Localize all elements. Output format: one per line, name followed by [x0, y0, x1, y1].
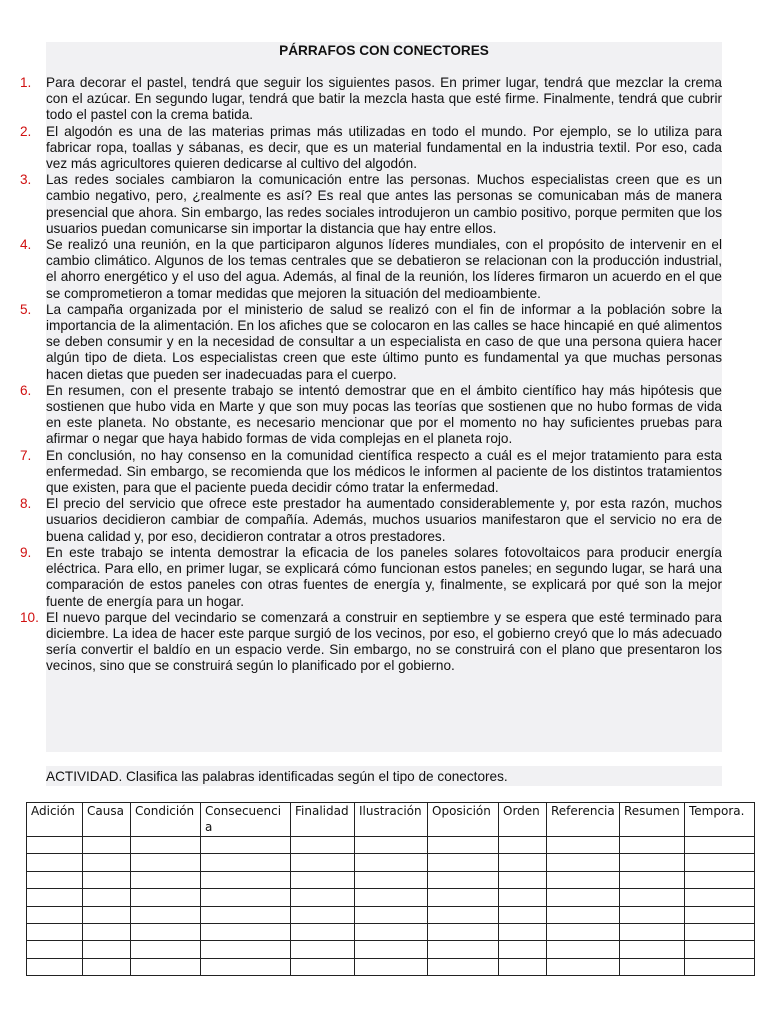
paragraph-item [20, 237, 722, 302]
table-header-cell: Oposición [428, 803, 499, 837]
table-cell[interactable] [428, 941, 499, 958]
table-cell[interactable] [291, 837, 355, 854]
paragraph-item [20, 448, 722, 497]
table-cell[interactable] [620, 871, 685, 888]
table-cell[interactable] [499, 889, 547, 906]
table-header-cell: Resumen [620, 803, 685, 837]
table-cell[interactable] [499, 906, 547, 923]
table-cell[interactable] [355, 889, 428, 906]
paragraph-text: En conclusión, no hay consenso en la comunidad científica respecto a cuál es el mejor tratamiento para esta enfermedad. Sin embargo, se recomienda que los médicos le informen al paciente de los distintos tratamientos que existen, para que el paciente pueda decidir cómo tratar la enfermedad. [46, 447, 722, 496]
document-title: PÁRRAFOS CON CONECTORES [279, 43, 489, 58]
table-cell[interactable] [428, 923, 499, 940]
table-row [27, 923, 755, 940]
table-cell[interactable] [355, 923, 428, 940]
table-cell[interactable] [83, 854, 131, 871]
table-cell[interactable] [355, 906, 428, 923]
table-cell[interactable] [685, 889, 755, 906]
table-cell[interactable] [27, 854, 83, 871]
table-cell[interactable] [201, 889, 291, 906]
table-cell[interactable] [201, 871, 291, 888]
table-header-cell: Referencia [547, 803, 620, 837]
table-header-cell: Consecuencia [201, 803, 291, 837]
paragraph-item [20, 172, 722, 237]
table-cell[interactable] [27, 923, 83, 940]
table-cell[interactable] [291, 923, 355, 940]
paragraph-text: La campaña organizada por el ministerio de salud se realizó con el fin de informar a la población sobre la importancia de la alimentación. En los afiches que se colocaron en las calles se hace hincapié en qué alimentos se deben consumir y en la necesidad de consultar a un especialista en caso de que una persona quiera hacer algún tipo de dieta. Los especialistas creen que este último punto es fundamental ya que muchas personas hacen dietas que pueden ser inadecuadas para el cuerpo. [46, 301, 722, 382]
paragraph-item [20, 545, 722, 610]
table-cell[interactable] [27, 889, 83, 906]
paragraph-text: El algodón es una de las materias primas más utilizadas en todo el mundo. Por ejemplo, se lo utiliza para fabricar ropa, toallas y sábanas, es decir, que es un material fundamental en la industria textil. Por eso, cada vez más agricultores quieren dedicarse al cultivo del algodón. [46, 123, 722, 172]
table-cell[interactable] [355, 837, 428, 854]
table-cell[interactable] [83, 958, 131, 975]
table-cell[interactable] [83, 837, 131, 854]
paragraph-number: 10. [20, 609, 39, 625]
table-cell[interactable] [428, 871, 499, 888]
table-cell[interactable] [201, 923, 291, 940]
table-cell[interactable] [547, 871, 620, 888]
table-cell[interactable] [547, 889, 620, 906]
table-cell[interactable] [428, 958, 499, 975]
table-cell[interactable] [131, 941, 201, 958]
table-cell[interactable] [547, 941, 620, 958]
paragraph-number: 3. [20, 172, 32, 188]
table-cell[interactable] [27, 906, 83, 923]
table-cell[interactable] [201, 941, 291, 958]
table-cell[interactable] [291, 889, 355, 906]
table-cell[interactable] [428, 906, 499, 923]
table-cell[interactable] [131, 958, 201, 975]
table-header-cell: Orden [499, 803, 547, 837]
table-cell[interactable] [291, 854, 355, 871]
table-cell[interactable] [291, 941, 355, 958]
table-cell[interactable] [291, 871, 355, 888]
table-cell[interactable] [499, 941, 547, 958]
paragraph-number: 4. [20, 237, 32, 253]
table-header-cell: Adición [27, 803, 83, 837]
connectors-table [26, 802, 755, 976]
table-cell[interactable] [620, 854, 685, 871]
paragraph-list [20, 75, 722, 675]
table-cell[interactable] [685, 854, 755, 871]
table-cell[interactable] [620, 923, 685, 940]
table-cell[interactable] [547, 958, 620, 975]
paragraph-text: El precio del servicio que ofrece este prestador ha aumentado considerablemente y, por esta razón, muchos usuarios decidieron cambiar de compañía. Además, muchos usuarios manifestaron que el servicio no era de buena calidad y, por eso, decidieron contratar a otros prestadores. [46, 496, 722, 544]
table-cell[interactable] [27, 871, 83, 888]
table-cell[interactable] [27, 941, 83, 958]
paragraph-text: En resumen, con el presente trabajo se intentó demostrar que en el ámbito científico hay más hipótesis que sostienen que hubo vida en Marte y que son muy pocas las teorías que sostienen que no hubo formas de vida en este planeta. No obstante, es necesario mencionar que por el momento no hay suficientes pruebas para afirmar o negar que haya habido formas de vida complejas en el planeta rojo. [46, 382, 722, 447]
table-cell[interactable] [685, 941, 755, 958]
table-cell[interactable] [685, 923, 755, 940]
table-cell[interactable] [131, 871, 201, 888]
activity-instruction: ACTIVIDAD. Clasifica las palabras identificadas según el tipo de conectores. [46, 769, 508, 784]
table-cell[interactable] [499, 871, 547, 888]
table-cell[interactable] [620, 889, 685, 906]
table-cell[interactable] [201, 837, 291, 854]
table-header-cell: Tempora. [685, 803, 755, 837]
paragraph-item [20, 302, 722, 383]
table-header-row [27, 803, 755, 837]
paragraph-number: 6. [20, 382, 32, 398]
table-cell[interactable] [547, 837, 620, 854]
table-cell[interactable] [131, 889, 201, 906]
paragraph-text: El nuevo parque del vecindario se comenzará a construir en septiembre y se espera que esté terminado para diciembre. La idea de hacer este parque surgió de los vecinos, por eso, el gobierno creyó que lo más adecuado sería convertir el baldío en un espacio verde. Sin embargo, no se construirá con el plano que presentaron los vecinos, sino que se construirá según lo planificado por el gobierno. [46, 609, 722, 674]
table-cell[interactable] [291, 906, 355, 923]
table-header-cell: Condición [131, 803, 201, 837]
table-cell[interactable] [83, 871, 131, 888]
table-cell[interactable] [499, 837, 547, 854]
table-row [27, 958, 755, 975]
table-cell[interactable] [499, 923, 547, 940]
table-cell[interactable] [27, 958, 83, 975]
paragraph-text: Para decorar el pastel, tendrá que seguir los siguientes pasos. En primer lugar, tendrá que mezclar la crema con el azúcar. En segundo lugar, tendrá que batir la mezcla hasta que esté firme. Finalmente, tendrá que cubrir todo el pastel con la crema batida. [46, 75, 722, 123]
table-cell[interactable] [685, 871, 755, 888]
table-cell[interactable] [499, 958, 547, 975]
table-cell[interactable] [620, 941, 685, 958]
table-cell[interactable] [83, 906, 131, 923]
table-cell[interactable] [355, 871, 428, 888]
table-cell[interactable] [547, 923, 620, 940]
paragraph-item [20, 496, 722, 545]
table-cell[interactable] [355, 854, 428, 871]
table-cell[interactable] [83, 923, 131, 940]
table-row [27, 837, 755, 854]
table-cell[interactable] [83, 941, 131, 958]
table-header-cell: Causa [83, 803, 131, 837]
table-header-cell: Ilustración [355, 803, 428, 837]
table-cell[interactable] [547, 854, 620, 871]
table-row [27, 906, 755, 923]
table-cell[interactable] [201, 906, 291, 923]
table-row [27, 871, 755, 888]
table-cell[interactable] [131, 854, 201, 871]
table-cell[interactable] [547, 906, 620, 923]
table-row [27, 854, 755, 871]
table-cell[interactable] [291, 958, 355, 975]
table-row [27, 941, 755, 958]
table-cell[interactable] [428, 854, 499, 871]
table-cell[interactable] [428, 889, 499, 906]
table-cell[interactable] [620, 958, 685, 975]
paragraph-number: 5. [20, 301, 32, 317]
paragraph-item [20, 75, 722, 124]
paragraph-text: En este trabajo se intenta demostrar la eficacia de los paneles solares fotovoltaicos para producir energía eléctrica. Para ello, en primer lugar, se explicará cómo funcionan estos paneles; en segundo lugar, se hará una comparación de estos paneles con otras fuentes de energía y, finalmente, se explicará por qué son la mejor fuente de energía para un hogar. [46, 544, 722, 609]
table-cell[interactable] [201, 958, 291, 975]
paragraph-item [20, 124, 722, 173]
table-cell[interactable] [620, 906, 685, 923]
table-cell[interactable] [620, 837, 685, 854]
table-cell[interactable] [131, 906, 201, 923]
table-cell[interactable] [685, 906, 755, 923]
table-cell[interactable] [499, 854, 547, 871]
table-cell[interactable] [83, 889, 131, 906]
paragraph-number: 1. [20, 75, 32, 90]
table-cell[interactable] [131, 837, 201, 854]
paragraph-number: 9. [20, 544, 32, 560]
table-header-cell: Finalidad [291, 803, 355, 837]
paragraph-text: Las redes sociales cambiaron la comunicación entre las personas. Muchos especialistas creen que es un cambio negativo, pero, ¿realmente es así? Es real que antes las personas se comunicaban más de manera presencial que ahora. Sin embargo, las redes sociales introdujeron un cambio positivo, porque permiten que los usuarios puedan comunicarse sin importar la distancia que hay entre ellos. [46, 172, 722, 236]
table-cell[interactable] [685, 837, 755, 854]
paragraph-number: 2. [20, 123, 32, 139]
table-body [27, 837, 755, 976]
paragraph-number: 7. [20, 447, 32, 463]
table-cell[interactable] [685, 958, 755, 975]
table-cell[interactable] [355, 958, 428, 975]
table-cell[interactable] [27, 837, 83, 854]
paragraph-item [20, 383, 722, 448]
paragraph-item [20, 610, 722, 675]
table-cell[interactable] [131, 923, 201, 940]
table-cell[interactable] [201, 854, 291, 871]
table-cell[interactable] [355, 941, 428, 958]
paragraph-number: 8. [20, 496, 32, 512]
paragraph-text: Se realizó una reunión, en la que participaron algunos líderes mundiales, con el propósito de intervenir en el cambio climático. Algunos de los temas centrales que se debatieron se relacionan con la producción industrial, el ahorro energético y el uso del agua. Además, al final de la reunión, los líderes firmaron un acuerdo en el que se comprometieron a tomar medidas que mejoren la situación del medioambiente. [46, 237, 722, 301]
table-row [27, 889, 755, 906]
table-cell[interactable] [428, 837, 499, 854]
